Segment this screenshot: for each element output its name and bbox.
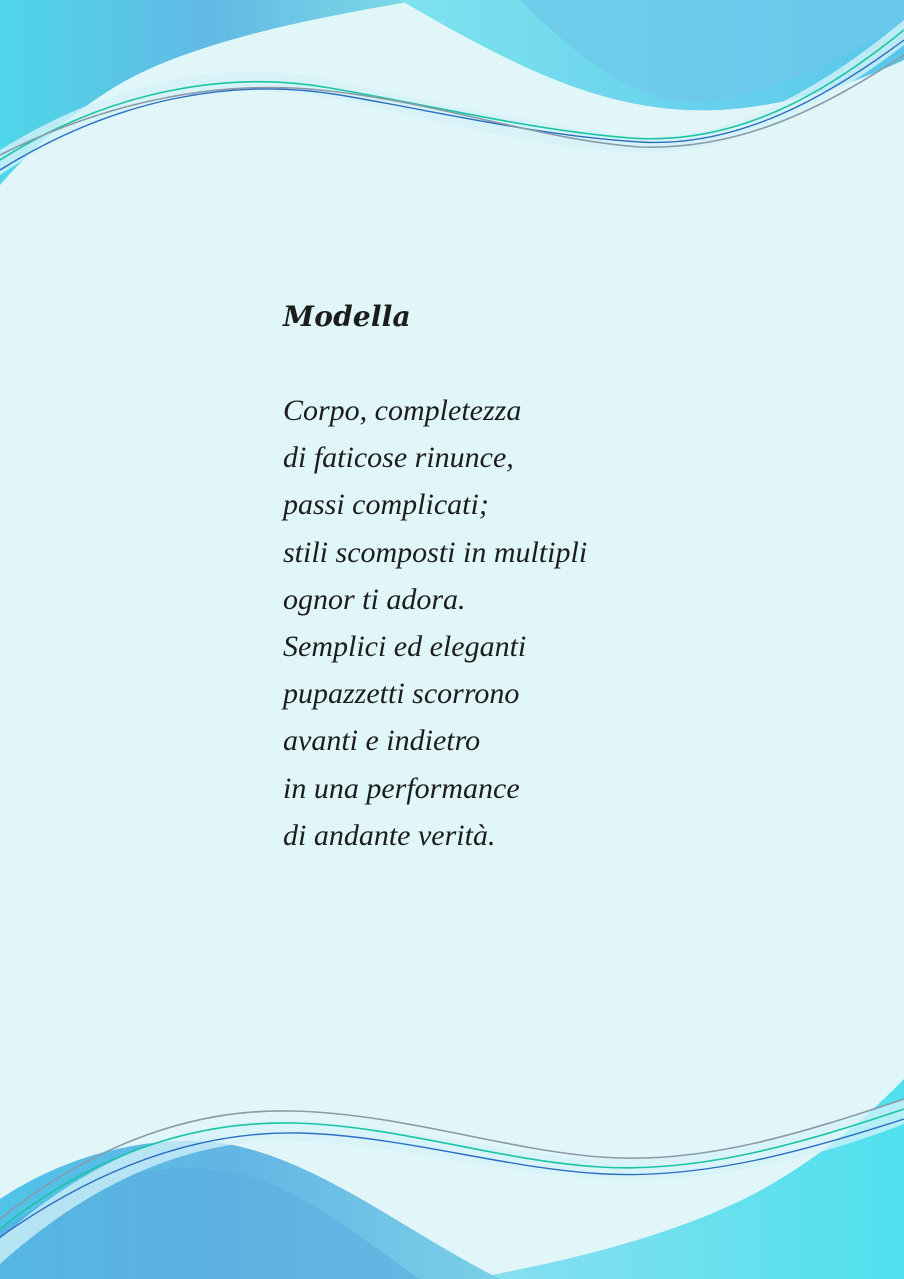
bottom-wave-highlight bbox=[0, 1099, 904, 1264]
poem bbox=[283, 295, 803, 859]
poem-title: Modella bbox=[283, 300, 411, 333]
poem-line: passi complicati; bbox=[283, 488, 489, 522]
bottom-wave-band-left-deep bbox=[0, 1168, 420, 1279]
bottom-wave-line-blue bbox=[0, 1119, 904, 1237]
poem-line: Corpo, completezza bbox=[283, 394, 522, 427]
bottom-wave-decoration bbox=[0, 1079, 904, 1279]
bottom-wave-band-left bbox=[0, 1141, 500, 1279]
poem-lines bbox=[283, 387, 803, 859]
top-wave-line-grey bbox=[0, 55, 904, 155]
poem-line: pupazzetti scorrono bbox=[283, 677, 520, 711]
top-wave-highlight bbox=[0, 20, 904, 175]
poem-line: di andante verità. bbox=[283, 818, 496, 852]
top-wave-band-left bbox=[0, 0, 420, 185]
bottom-wave-band-right bbox=[470, 1079, 904, 1279]
poem-line: stili scomposti in multipli bbox=[283, 535, 588, 569]
poem-line: Semplici ed eleganti bbox=[283, 630, 527, 664]
poem-line: avanti e indietro bbox=[283, 724, 481, 758]
top-wave-line-blue bbox=[0, 40, 904, 170]
top-wave-decoration bbox=[0, 0, 904, 220]
poem-line: di faticose rinunce, bbox=[283, 441, 514, 475]
top-wave-band-right bbox=[400, 0, 904, 110]
bottom-wave-line-teal bbox=[0, 1109, 904, 1229]
poem-line: in una performance bbox=[283, 771, 520, 805]
top-wave-line-teal bbox=[0, 30, 904, 160]
poem-line: ognor ti adora. bbox=[283, 582, 466, 616]
top-wave-band-right-deep bbox=[520, 0, 904, 102]
bottom-wave-line-grey bbox=[0, 1099, 904, 1219]
